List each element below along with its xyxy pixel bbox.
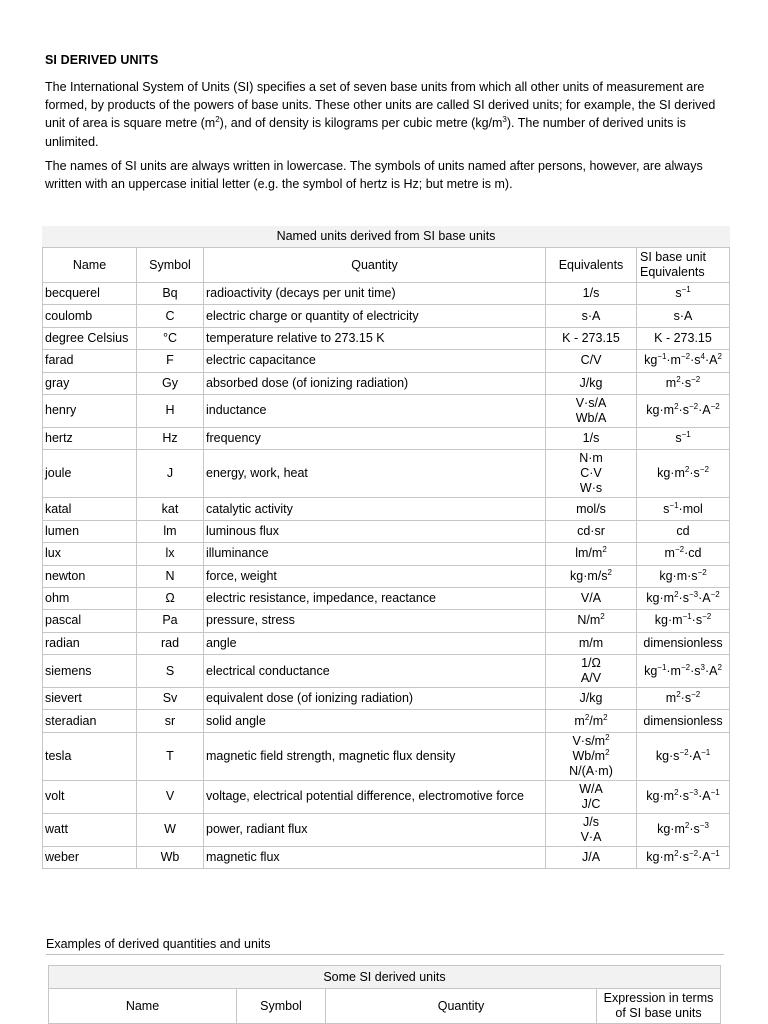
unit-equivalents: $kg\cdot m/s^2$ bbox=[546, 565, 637, 587]
unit-name: gray bbox=[43, 372, 137, 394]
table-header-row bbox=[49, 989, 721, 1024]
table-caption: Some SI derived units bbox=[48, 965, 721, 988]
unit-equivalents: mol/s bbox=[546, 498, 637, 520]
unit-equivalents: N·m C·V W·s bbox=[546, 450, 637, 498]
header-quantity: Quantity bbox=[204, 248, 546, 283]
unit-base-equivalents: $kg^{-1}\cdot m^{-2}\cdot s^4\cdot A^2$ bbox=[637, 350, 730, 372]
unit-base-equivalents: $kg\cdot m\cdot s^{-2}$ bbox=[637, 565, 730, 587]
unit-symbol: Pa bbox=[137, 610, 204, 632]
unit-equivalents: $m^2/m^2$ bbox=[546, 710, 637, 732]
table-row bbox=[43, 655, 730, 688]
unit-base-equivalents: $m^2\cdot s^{-2}$ bbox=[637, 688, 730, 710]
table-row bbox=[43, 305, 730, 327]
unit-symbol: N bbox=[137, 565, 204, 587]
unit-name: siemens bbox=[43, 655, 137, 688]
table-row bbox=[43, 632, 730, 654]
unit-quantity: voltage, electrical potential difference, electromotive force bbox=[204, 780, 546, 813]
unit-quantity: electrical conductance bbox=[204, 655, 546, 688]
unit-equivalents: $lm/m^2$ bbox=[546, 543, 637, 565]
unit-base-equivalents: $kg\cdot m^{-1}\cdot s^{-2}$ bbox=[637, 610, 730, 632]
unit-equivalents: C/V bbox=[546, 350, 637, 372]
unit-base-equivalents: $m^{-2}\cdot cd$ bbox=[637, 543, 730, 565]
unit-symbol: Hz bbox=[137, 427, 204, 449]
unit-base-equivalents: $kg\cdot m^2\cdot s^{-3}\cdot A^{-2}$ bbox=[637, 587, 730, 609]
unit-name: steradian bbox=[43, 710, 137, 732]
unit-base-equivalents: K - 273.15 bbox=[637, 327, 730, 349]
unit-equivalents: s·A bbox=[546, 305, 637, 327]
unit-name: farad bbox=[43, 350, 137, 372]
unit-symbol: Ω bbox=[137, 587, 204, 609]
unit-name: hertz bbox=[43, 427, 137, 449]
table-row bbox=[43, 688, 730, 710]
unit-symbol: Gy bbox=[137, 372, 204, 394]
table-row bbox=[43, 543, 730, 565]
unit-quantity: frequency bbox=[204, 427, 546, 449]
table-row bbox=[43, 813, 730, 846]
unit-quantity: catalytic activity bbox=[204, 498, 546, 520]
table-row bbox=[43, 520, 730, 542]
unit-symbol: S bbox=[137, 655, 204, 688]
unit-quantity: energy, work, heat bbox=[204, 450, 546, 498]
unit-name: weber bbox=[43, 846, 137, 868]
intro-text-c: ). The number of derived units is unlimited. bbox=[45, 116, 686, 149]
examples-caption: Examples of derived quantities and units bbox=[46, 937, 724, 955]
unit-name: newton bbox=[43, 565, 137, 587]
unit-equivalents: $N/m^2$ bbox=[546, 610, 637, 632]
unit-symbol: lm bbox=[137, 520, 204, 542]
table-row bbox=[43, 450, 730, 498]
table-caption: Named units derived from SI base units bbox=[42, 226, 730, 247]
intro-text-a: The International System of Units (SI) specifies a set of seven base units from which all other units of measurement are formed, by products of the powers of base units. These other units are called SI derived units; for example, the SI derived unit of area is square metre (m bbox=[45, 80, 716, 131]
unit-equivalents: J/s V·A bbox=[546, 813, 637, 846]
header-symbol: Symbol bbox=[237, 989, 326, 1024]
unit-base-equivalents: $kg\cdot m^2\cdot s^{-2}$ bbox=[637, 450, 730, 498]
table-row bbox=[43, 327, 730, 349]
exponent: 3 bbox=[502, 115, 507, 125]
table-row bbox=[43, 372, 730, 394]
table-body bbox=[43, 283, 730, 869]
unit-symbol: W bbox=[137, 813, 204, 846]
unit-quantity: absorbed dose (of ionizing radiation) bbox=[204, 372, 546, 394]
unit-base-equivalents: $kg\cdot m^2\cdot s^{-3}\cdot A^{-1}$ bbox=[637, 780, 730, 813]
unit-symbol: Sv bbox=[137, 688, 204, 710]
unit-equivalents: J/A bbox=[546, 846, 637, 868]
header-symbol: Symbol bbox=[137, 248, 204, 283]
unit-symbol: T bbox=[137, 732, 204, 780]
unit-quantity: inductance bbox=[204, 394, 546, 427]
unit-base-equivalents: dimensionless bbox=[637, 632, 730, 654]
unit-quantity: magnetic flux bbox=[204, 846, 546, 868]
header-si-base-equivalents: SI base unit Equivalents bbox=[637, 248, 730, 283]
unit-quantity: electric capacitance bbox=[204, 350, 546, 372]
unit-symbol: F bbox=[137, 350, 204, 372]
table-row bbox=[43, 283, 730, 305]
unit-symbol: H bbox=[137, 394, 204, 427]
intro-paragraph-1 bbox=[45, 78, 735, 151]
unit-name: lux bbox=[43, 543, 137, 565]
unit-name: ohm bbox=[43, 587, 137, 609]
unit-quantity: angle bbox=[204, 632, 546, 654]
header-quantity: Quantity bbox=[326, 989, 597, 1024]
unit-equivalents: 1/s bbox=[546, 427, 637, 449]
unit-symbol: lx bbox=[137, 543, 204, 565]
unit-equivalents: 1/Ω A/V bbox=[546, 655, 637, 688]
unit-name: pascal bbox=[43, 610, 137, 632]
unit-name: radian bbox=[43, 632, 137, 654]
unit-equivalents: V/A bbox=[546, 587, 637, 609]
unit-base-equivalents: $kg\cdot s^{-2}\cdot A^{-1}$ bbox=[637, 732, 730, 780]
unit-symbol: Wb bbox=[137, 846, 204, 868]
unit-name: katal bbox=[43, 498, 137, 520]
table-row bbox=[43, 732, 730, 780]
unit-name: volt bbox=[43, 780, 137, 813]
unit-quantity: radioactivity (decays per unit time) bbox=[204, 283, 546, 305]
unit-symbol: kat bbox=[137, 498, 204, 520]
unit-quantity: electric charge or quantity of electricity bbox=[204, 305, 546, 327]
table-row bbox=[43, 350, 730, 372]
unit-symbol: °C bbox=[137, 327, 204, 349]
unit-quantity: magnetic field strength, magnetic flux density bbox=[204, 732, 546, 780]
table-row bbox=[43, 846, 730, 868]
unit-base-equivalents: $s^{-1}$ bbox=[637, 427, 730, 449]
unit-equivalents: K - 273.15 bbox=[546, 327, 637, 349]
header-name: Name bbox=[49, 989, 237, 1024]
unit-quantity: luminous flux bbox=[204, 520, 546, 542]
unit-name: tesla bbox=[43, 732, 137, 780]
unit-symbol: sr bbox=[137, 710, 204, 732]
table-row bbox=[43, 710, 730, 732]
some-derived-units-table bbox=[48, 965, 721, 1024]
unit-base-equivalents: s·A bbox=[637, 305, 730, 327]
table-row bbox=[43, 587, 730, 609]
unit-symbol: rad bbox=[137, 632, 204, 654]
table-row bbox=[43, 780, 730, 813]
unit-equivalents: 1/s bbox=[546, 283, 637, 305]
unit-quantity: power, radiant flux bbox=[204, 813, 546, 846]
unit-quantity: force, weight bbox=[204, 565, 546, 587]
unit-base-equivalents: $s^{-1}\cdot mol$ bbox=[637, 498, 730, 520]
unit-symbol: Bq bbox=[137, 283, 204, 305]
exponent: 2 bbox=[215, 115, 220, 125]
named-units-table bbox=[42, 226, 730, 869]
unit-quantity: illuminance bbox=[204, 543, 546, 565]
unit-equivalents: $V\cdot s/m^2$ $Wb/m^2$ N/(A·m) bbox=[546, 732, 637, 780]
unit-quantity: electric resistance, impedance, reactance bbox=[204, 587, 546, 609]
unit-base-equivalents: dimensionless bbox=[637, 710, 730, 732]
unit-name: lumen bbox=[43, 520, 137, 542]
unit-name: watt bbox=[43, 813, 137, 846]
header-name: Name bbox=[43, 248, 137, 283]
table-row bbox=[43, 610, 730, 632]
unit-quantity: temperature relative to 273.15 K bbox=[204, 327, 546, 349]
intro-paragraph-2: The names of SI units are always written in lowercase. The symbols of units named after persons, however, are always written with an uppercase initial letter (e.g. the symbol of hertz is Hz; but metre is m). bbox=[45, 159, 703, 192]
unit-symbol: J bbox=[137, 450, 204, 498]
unit-name: degree Celsius bbox=[43, 327, 137, 349]
unit-base-equivalents: $kg\cdot m^2\cdot s^{-3}$ bbox=[637, 813, 730, 846]
intro-text-b: ), and of density is kilograms per cubic metre (kg/m bbox=[219, 116, 503, 131]
unit-symbol: V bbox=[137, 780, 204, 813]
unit-name: becquerel bbox=[43, 283, 137, 305]
unit-quantity: solid angle bbox=[204, 710, 546, 732]
page-title: SI DERIVED UNITS bbox=[45, 53, 159, 67]
table-row bbox=[43, 394, 730, 427]
table-row bbox=[43, 427, 730, 449]
unit-quantity: pressure, stress bbox=[204, 610, 546, 632]
unit-base-equivalents: cd bbox=[637, 520, 730, 542]
unit-name: coulomb bbox=[43, 305, 137, 327]
unit-name: joule bbox=[43, 450, 137, 498]
unit-equivalents: J/kg bbox=[546, 688, 637, 710]
unit-equivalents: V·s/A Wb/A bbox=[546, 394, 637, 427]
unit-equivalents: cd·sr bbox=[546, 520, 637, 542]
unit-equivalents: m/m bbox=[546, 632, 637, 654]
unit-equivalents: J/kg bbox=[546, 372, 637, 394]
header-expression: Expression in terms of SI base units bbox=[597, 989, 721, 1024]
unit-base-equivalents: $s^{-1}$ bbox=[637, 283, 730, 305]
unit-base-equivalents: $m^2\cdot s^{-2}$ bbox=[637, 372, 730, 394]
table-row bbox=[43, 565, 730, 587]
unit-name: sievert bbox=[43, 688, 137, 710]
unit-base-equivalents: $kg^{-1}\cdot m^{-2}\cdot s^3\cdot A^2$ bbox=[637, 655, 730, 688]
unit-base-equivalents: $kg\cdot m^2\cdot s^{-2}\cdot A^{-2}$ bbox=[637, 394, 730, 427]
unit-symbol: C bbox=[137, 305, 204, 327]
unit-base-equivalents: $kg\cdot m^2\cdot s^{-2}\cdot A^{-1}$ bbox=[637, 846, 730, 868]
unit-name: henry bbox=[43, 394, 137, 427]
table-row bbox=[43, 498, 730, 520]
table-header-row bbox=[43, 248, 730, 283]
unit-equivalents: W/A J/C bbox=[546, 780, 637, 813]
header-equivalents: Equivalents bbox=[546, 248, 637, 283]
unit-quantity: equivalent dose (of ionizing radiation) bbox=[204, 688, 546, 710]
